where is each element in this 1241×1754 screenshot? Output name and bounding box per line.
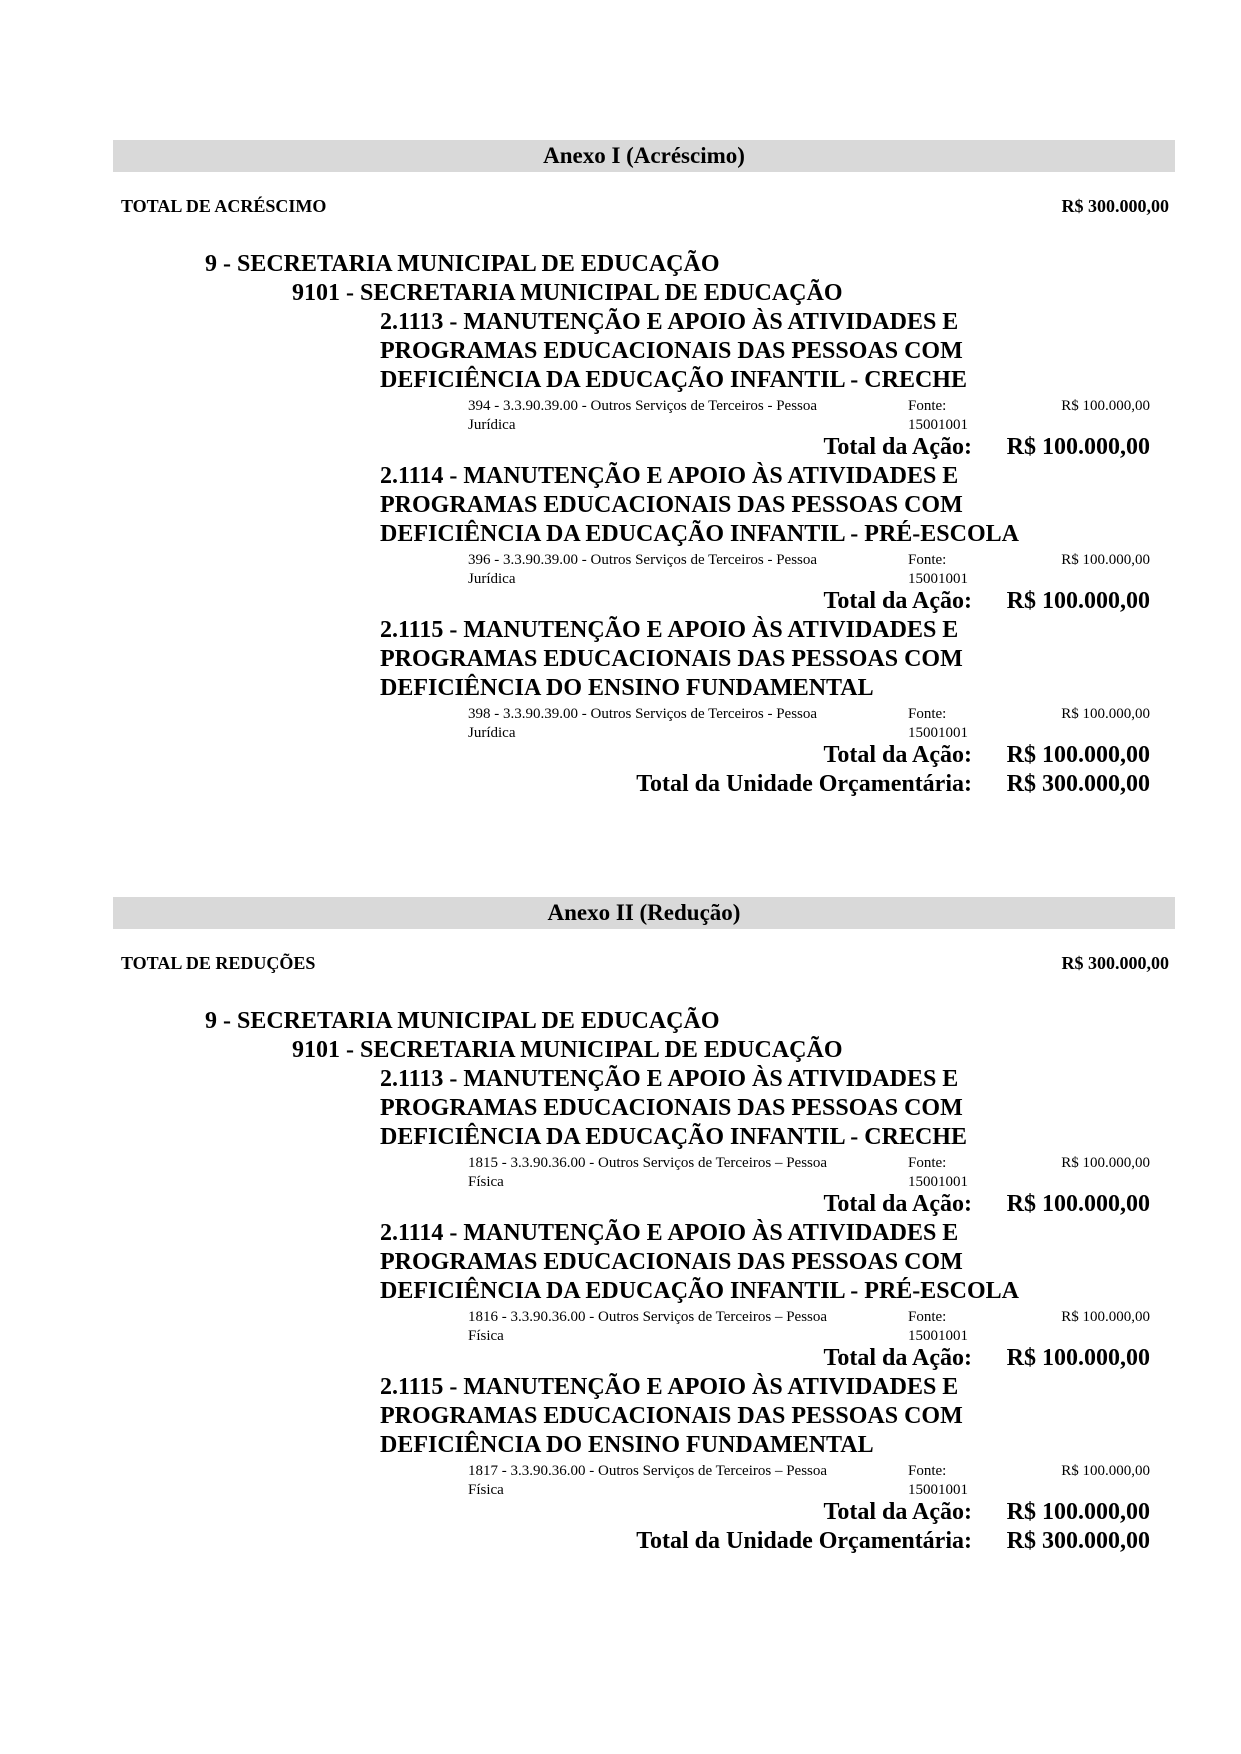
action-total-value: R$ 100.000,00 [1006,1191,1150,1217]
annex-total-row [121,951,1169,975]
unit-total-value: R$ 300.000,00 [1006,1528,1150,1554]
action-total-value: R$ 100.000,00 [1006,1345,1150,1371]
fonte-label: Fonte: [908,398,947,414]
action-title-line: PROGRAMAS EDUCACIONAIS DAS PESSOAS COM [380,1403,963,1429]
action-title-line: 2.1115 - MANUTENÇÃO E APOIO ÀS ATIVIDADES E [380,617,959,643]
action-total-label: Total da Ação: [823,434,972,460]
fonte-code: 15001001 [908,571,968,587]
budget-item [468,1308,1150,1346]
action-title-line: DEFICIÊNCIA DA EDUCAÇÃO INFANTIL - CRECHE [380,367,967,393]
unit-total-label: Total da Unidade Orçamentária: [636,771,972,797]
item-value: R$ 100.000,00 [1061,706,1150,722]
fonte-code: 15001001 [908,1482,968,1498]
action-title-line: DEFICIÊNCIA DO ENSINO FUNDAMENTAL [380,1432,874,1458]
action-total-value: R$ 100.000,00 [1006,1499,1150,1525]
item-source [908,1462,998,1500]
item-description-line: 1817 - 3.3.90.36.00 - Outros Serviços de Terceiros – Pessoa [468,1463,828,1479]
item-source [908,705,998,743]
action-total-label: Total da Ação: [823,1499,972,1525]
action-title-line: 2.1114 - MANUTENÇÃO E APOIO ÀS ATIVIDADES E [380,1220,959,1246]
item-source [908,1154,998,1192]
action-title-line: PROGRAMAS EDUCACIONAIS DAS PESSOAS COM [380,646,963,672]
action-total-label: Total da Ação: [823,588,972,614]
item-description-line: Física [468,1174,504,1190]
unit-total-value: R$ 300.000,00 [1006,771,1150,797]
budget-item [468,705,1150,743]
item-description-line: 398 - 3.3.90.39.00 - Outros Serviços de Terceiros - Pessoa [468,706,818,722]
action-total-row [500,1498,1150,1527]
fonte-code: 15001001 [908,1328,968,1344]
item-description-line: Jurídica [468,571,516,587]
fonte-label: Fonte: [908,706,947,722]
item-description [468,705,888,743]
fonte-code: 15001001 [908,1174,968,1190]
action-total-value: R$ 100.000,00 [1006,434,1150,460]
item-description [468,551,888,589]
item-description [468,1308,888,1346]
budget-item [468,551,1150,589]
action-total-row [500,433,1150,462]
action-title-line: 2.1114 - MANUTENÇÃO E APOIO ÀS ATIVIDADES E [380,463,959,489]
action-title-line: 2.1115 - MANUTENÇÃO E APOIO ÀS ATIVIDADES E [380,1374,959,1400]
annex-total-label: TOTAL DE REDUÇÕES [121,953,316,973]
unit-total-label: Total da Unidade Orçamentária: [636,1528,972,1554]
org-heading: 9 - SECRETARIA MUNICIPAL DE EDUCAÇÃO [205,1008,720,1034]
action-title-line: PROGRAMAS EDUCACIONAIS DAS PESSOAS COM [380,492,963,518]
action-total-label: Total da Ação: [823,1191,972,1217]
fonte-label: Fonte: [908,1309,947,1325]
item-value: R$ 100.000,00 [1061,1463,1150,1479]
action-total-row [500,1190,1150,1219]
item-value: R$ 100.000,00 [1061,552,1150,568]
budget-item [468,397,1150,435]
item-description-line: Física [468,1482,504,1498]
item-description-line: Jurídica [468,725,516,741]
annex-title: Anexo I (Acréscimo) [113,140,1175,172]
item-description [468,1154,888,1192]
action-title-line: PROGRAMAS EDUCACIONAIS DAS PESSOAS COM [380,338,963,364]
item-description-line: Física [468,1328,504,1344]
action-title-line: PROGRAMAS EDUCACIONAIS DAS PESSOAS COM [380,1095,963,1121]
item-description-line: 1816 - 3.3.90.36.00 - Outros Serviços de Terceiros – Pessoa [468,1309,828,1325]
item-value: R$ 100.000,00 [1061,1309,1150,1325]
unit-heading: 9101 - SECRETARIA MUNICIPAL DE EDUCAÇÃO [292,1037,843,1063]
item-description [468,1462,888,1500]
item-description-line: 394 - 3.3.90.39.00 - Outros Serviços de Terceiros - Pessoa [468,398,818,414]
action-title-line: PROGRAMAS EDUCACIONAIS DAS PESSOAS COM [380,1249,963,1275]
item-source [908,1308,998,1346]
action-title-line: DEFICIÊNCIA DA EDUCAÇÃO INFANTIL - PRÉ-ESCOLA [380,521,1019,547]
action-total-label: Total da Ação: [823,1345,972,1371]
item-description-line: 396 - 3.3.90.39.00 - Outros Serviços de Terceiros - Pessoa [468,552,818,568]
fonte-label: Fonte: [908,1463,947,1479]
fonte-label: Fonte: [908,1155,947,1171]
unit-total-row [500,1527,1150,1556]
annex-title: Anexo II (Redução) [113,897,1175,929]
budget-item [468,1462,1150,1500]
annex-total-row [121,194,1169,218]
action-title-line: DEFICIÊNCIA DA EDUCAÇÃO INFANTIL - CRECHE [380,1124,967,1150]
fonte-code: 15001001 [908,417,968,433]
budget-item [468,1154,1150,1192]
action-total-value: R$ 100.000,00 [1006,742,1150,768]
unit-total-row [500,770,1150,799]
item-description-line: Jurídica [468,417,516,433]
action-total-row [500,1344,1150,1373]
annex-total-label: TOTAL DE ACRÉSCIMO [121,196,327,216]
action-title-line: 2.1113 - MANUTENÇÃO E APOIO ÀS ATIVIDADES E [380,1066,959,1092]
unit-heading: 9101 - SECRETARIA MUNICIPAL DE EDUCAÇÃO [292,280,843,306]
fonte-label: Fonte: [908,552,947,568]
action-total-row [500,741,1150,770]
item-description-line: 1815 - 3.3.90.36.00 - Outros Serviços de Terceiros – Pessoa [468,1155,828,1171]
action-total-value: R$ 100.000,00 [1006,588,1150,614]
fonte-code: 15001001 [908,725,968,741]
action-title-line: 2.1113 - MANUTENÇÃO E APOIO ÀS ATIVIDADES E [380,309,959,335]
annex-total-value: R$ 300.000,00 [1061,196,1169,216]
annex-total-value: R$ 300.000,00 [1061,953,1169,973]
item-source [908,397,998,435]
item-value: R$ 100.000,00 [1061,1155,1150,1171]
action-total-label: Total da Ação: [823,742,972,768]
org-heading: 9 - SECRETARIA MUNICIPAL DE EDUCAÇÃO [205,251,720,277]
item-value: R$ 100.000,00 [1061,398,1150,414]
item-description [468,397,888,435]
item-source [908,551,998,589]
action-title-line: DEFICIÊNCIA DO ENSINO FUNDAMENTAL [380,675,874,701]
action-total-row [500,587,1150,616]
action-title-line: DEFICIÊNCIA DA EDUCAÇÃO INFANTIL - PRÉ-ESCOLA [380,1278,1019,1304]
